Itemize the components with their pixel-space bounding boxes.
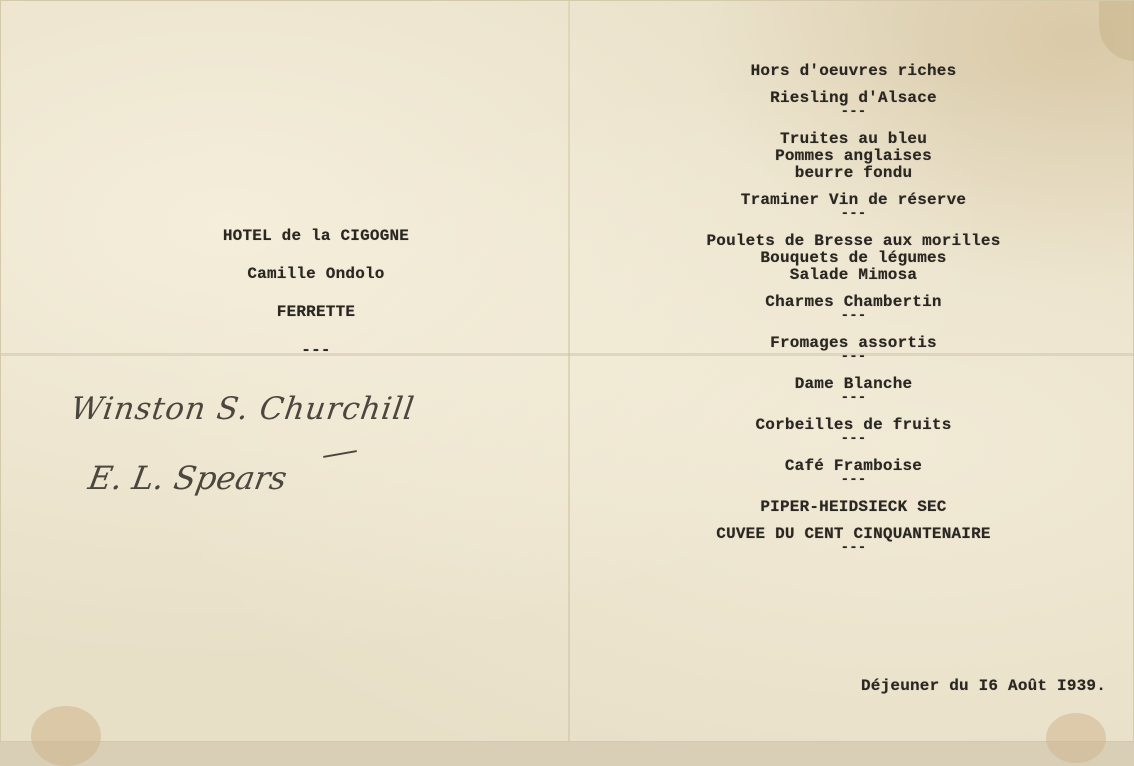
menu-gap [661, 557, 1046, 567]
menu-item-line: Corbeilles de fruits [755, 416, 952, 434]
menu-item [661, 294, 1046, 335]
menu-item-line: Bouquets de légumes [760, 249, 947, 267]
menu-separator: --- [840, 104, 867, 120]
menu-item-line: Salade Mimosa [789, 266, 918, 284]
menu-item-line: Café Framboise [784, 457, 923, 475]
menu-separator: --- [840, 540, 867, 556]
header-separator: --- [301, 341, 331, 359]
menu-separator: --- [840, 206, 867, 222]
menu-item [661, 458, 1046, 499]
lunch-date: Déjeuner du I6 Août I939. [861, 677, 1107, 695]
hotel-name: HOTEL de la CIGOGNE [222, 227, 410, 245]
paper-stain [31, 706, 101, 766]
menu-item [661, 233, 1046, 294]
proprietor-name: Camille Ondolo [247, 265, 385, 283]
menu-item-line: beurre fondu [794, 164, 913, 182]
signature-spears: E. L. Spears [85, 459, 290, 497]
menu-separator: --- [840, 349, 867, 365]
menu-item-line: Fromages assortis [770, 334, 937, 352]
menu-item-line: Traminer Vin de réserve [740, 191, 967, 209]
menu-item [661, 192, 1046, 233]
menu-list [661, 63, 1046, 567]
menu-separator: --- [840, 431, 867, 447]
menu-item-line: Truites au bleu [779, 130, 928, 148]
menu-item [661, 499, 1046, 526]
menu-item-line: CUVEE DU CENT CINQUANTENAIRE [716, 525, 991, 543]
vertical-fold [568, 1, 570, 743]
menu-item-line: Dame Blanche [794, 375, 913, 393]
hotel-town: FERRETTE [276, 303, 356, 321]
menu-item-line: Riesling d'Alsace [770, 89, 937, 107]
hotel-header [161, 223, 471, 375]
menu-item [661, 526, 1046, 567]
menu-item [661, 131, 1046, 192]
menu-item-line: Hors d'oeuvres riches [750, 62, 957, 80]
menu-separator: --- [840, 472, 867, 488]
menu-item-line: PIPER-HEIDSIECK SEC [760, 498, 947, 516]
signature-churchill: Winston S. Churchill [68, 391, 417, 427]
menu-item [661, 417, 1046, 458]
menu-item [661, 376, 1046, 417]
menu-item-line: Poulets de Bresse aux morilles [706, 232, 1001, 250]
paper-stain [1099, 1, 1134, 61]
menu-item [661, 335, 1046, 376]
menu-item-line: Pommes anglaises [775, 147, 932, 165]
menu-separator: --- [840, 308, 867, 324]
signature-underline [323, 450, 357, 458]
menu-item-line: Charmes Chambertin [765, 293, 942, 311]
menu-item [661, 90, 1046, 131]
menu-item [661, 63, 1046, 90]
menu-separator: --- [840, 390, 867, 406]
paper-stain [1046, 713, 1106, 763]
